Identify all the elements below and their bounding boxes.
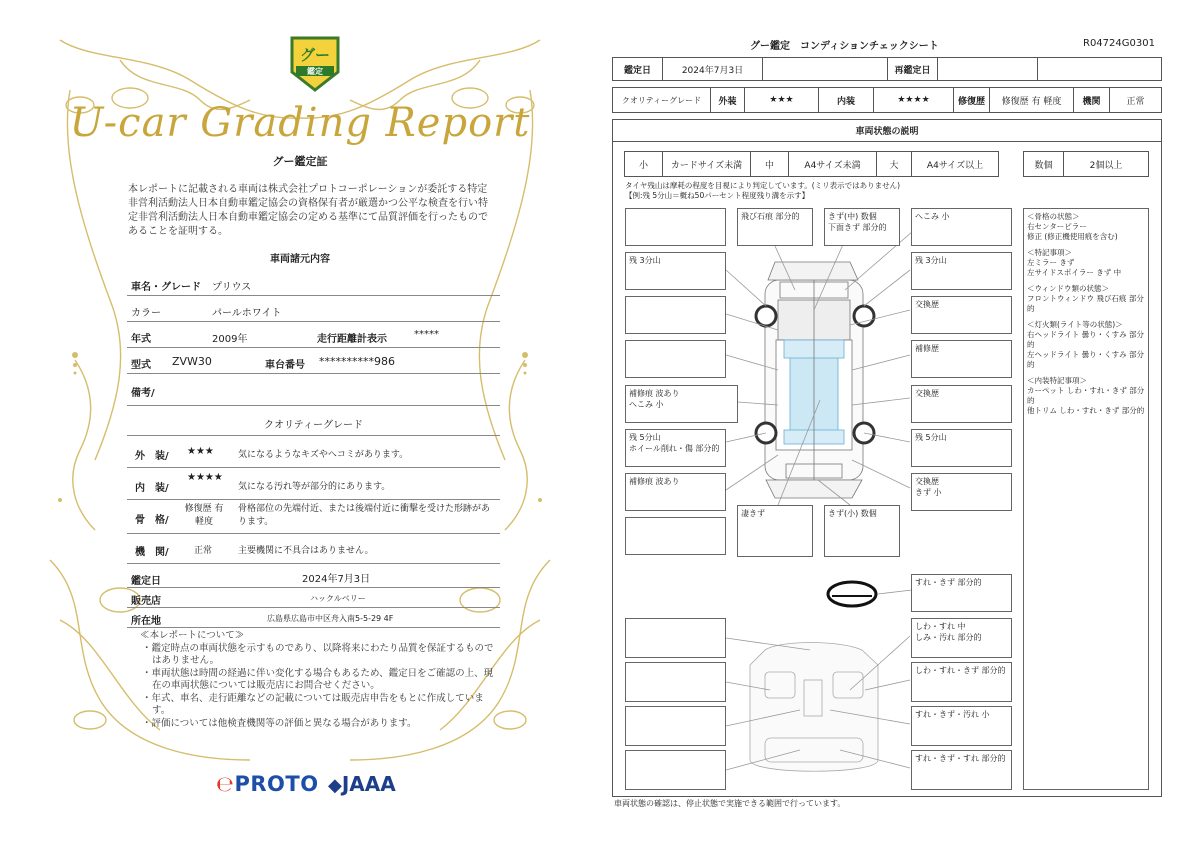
engine-value: 正常 (194, 546, 213, 556)
exterior-stars: ★★★ (187, 446, 214, 457)
label-box-i2: しわ・すれ 中 しみ・汚れ 部分的 (911, 618, 1012, 658)
address-label: 所在地 (131, 616, 161, 627)
label-box-l4 (625, 340, 726, 378)
date-value: 2024年7月3日 (302, 574, 371, 585)
int-value: ★★★★ (874, 88, 954, 112)
label-box-r6: 残 5分山 (911, 429, 1012, 467)
report-script-title: U-car Grading Report (69, 100, 531, 146)
dealer-label: 販売店 (131, 596, 161, 607)
label-box-il4 (625, 750, 726, 790)
condition-check-sheet (600, 0, 1200, 848)
side-notes-panel (1023, 208, 1149, 790)
certificate-body: 本レポートに記載される車両は株式会社プロトコーポレーションが委託する特定非営利活動法人日本自動車鑑定協会の資格保有者が厳選かつ公平な検査を行い特定非営利活動法人日本自動車鑑定協会の定める基準にて品質評価を行ったものであることを証明する。 (128, 184, 488, 237)
section-title: 車両状態の説明 (613, 120, 1161, 142)
label-box-i3: しわ・すれ・きず 部分的 (911, 662, 1012, 702)
report-id: R04724G0301 (1083, 38, 1155, 49)
year-row (127, 324, 500, 348)
size-small-label: 小 (625, 152, 663, 176)
year-value: 2009年 (212, 334, 248, 345)
certificate-title: グー鑑定証 (272, 155, 328, 168)
interior-stars: ★★★★ (187, 472, 223, 483)
chassis-label: 車台番号 (265, 360, 305, 371)
engine-label: 機 関/ (135, 547, 169, 558)
side-note-line: ＜灯火類(ライト等の状態)＞ (1027, 320, 1123, 329)
color-value: パールホワイト (212, 308, 282, 319)
ext-label: 外装 (711, 88, 745, 112)
grade-title-row (127, 408, 500, 436)
label-box-top2: 飛び石痕 部分的 (737, 208, 813, 246)
repair-value: 修復歴 有 軽度 (990, 88, 1074, 112)
engine-value: 正常 (1126, 96, 1145, 107)
side-note-line: 左ミラー きず (1027, 258, 1075, 267)
spec-section-title: 車両諸元内容 (270, 254, 330, 265)
tire-note: タイヤ残山は摩耗の程度を目視により判定しています。(ミリ表示ではありません) (625, 181, 901, 190)
side-note-line: 左サイドスポイラー きず 中 (1027, 268, 1122, 277)
size-mid-label: 中 (751, 152, 789, 176)
interior-label: 内 装/ (135, 483, 169, 494)
frame-label: 骨 格/ (135, 515, 169, 526)
side-note-line: ＜骨格の状態＞ (1027, 212, 1080, 221)
report-notes (140, 630, 496, 730)
label-box-l1 (625, 208, 726, 246)
side-note-line: フロントウィンドウ 飛び石痕 部分的 (1027, 294, 1144, 313)
jaaa-logo: ◆JAAA (328, 772, 396, 796)
exterior-row (127, 438, 500, 468)
model-label: 型式 (131, 360, 151, 371)
label-box-top3: きず(中) 数個 下面きず 部分的 (824, 208, 900, 246)
chassis-value: **********986 (319, 355, 395, 368)
sheet-title: グー鑑定 コンディションチェックシート (750, 41, 939, 52)
label-box-r5: 交換歴 (911, 385, 1012, 423)
size-large-desc: A4サイズ以上 (926, 160, 984, 171)
engine-desc: 主要機関に不具合はありません。 (238, 546, 374, 556)
size-large-label: 大 (877, 152, 912, 176)
label-box-b3: きず(小) 数個 (824, 505, 900, 557)
dealer-row (127, 588, 500, 608)
side-note-line: 他トリム しわ・すれ・きず 部分的 (1027, 406, 1145, 415)
frame-desc: 骨格部位の先端付近、または後端付近に衝撃を受けた形跡があります。 (238, 504, 491, 527)
label-box-i1: すれ・きず 部分的 (911, 574, 1012, 612)
model-value: ZVW30 (172, 355, 212, 368)
side-note-line: カーペット しわ・すれ・きず 部分的 (1027, 386, 1145, 405)
label-box-il1 (625, 618, 726, 658)
date-row (127, 566, 500, 588)
label-box-il3 (625, 706, 726, 746)
goo-appraisal-badge (286, 32, 344, 94)
label-box-r2: 残 3分山 (911, 252, 1012, 290)
label-box-i4: すれ・きず・汚れ 小 (911, 706, 1012, 746)
color-label: カラー (131, 308, 161, 319)
side-note-line: ＜特記事項＞ (1027, 248, 1072, 257)
repair-label: 修復歴 (954, 88, 990, 112)
size-small-desc: カードサイズ未満 (663, 152, 751, 176)
engine-row (127, 536, 500, 564)
interior-desc: 気になる汚れ等が部分的にあります。 (238, 482, 391, 492)
label-box-l8 (625, 517, 726, 555)
svg-text:グー: グー (299, 46, 331, 64)
note-item: ・車両状態は時間の経過に伴い変化する場合もあるため、鑑定日をご確認の上、現在の車両状態については販売店にお問合せください。 (142, 667, 494, 691)
name-row (127, 272, 500, 296)
side-note-line: 左ヘッドライト 曇り・くすみ 部分的 (1027, 350, 1145, 369)
quality-label: クオリティーグレード (613, 88, 711, 112)
ext-value: ★★★ (745, 88, 819, 112)
side-note-line: ＜ウィンドウ類の状態＞ (1027, 284, 1110, 293)
address-value: 広島県広島市中区舟入南5-5-29 4F (267, 614, 394, 623)
dealer-value: ハックルベリー (310, 594, 366, 603)
side-note-line: ＜内装特記事項＞ (1027, 376, 1087, 385)
label-box-b2: 凄きず (737, 505, 813, 557)
name-label: 車名・グレード (131, 282, 201, 293)
size-mid-desc: A4サイズ未満 (789, 152, 877, 176)
label-box-top4: へこみ 小 (911, 208, 1012, 246)
date-label: 鑑定日 (613, 58, 663, 80)
label-box-l7: 補修痕 波あり (625, 473, 726, 511)
note-item: ・鑑定時点の車両状態を示すものであり、以降将来にわたり品質を保証するものではありません。 (142, 642, 494, 666)
side-note-line: 修正 (修正機使用痕を含む) (1027, 232, 1118, 241)
mileage-value: ***** (414, 329, 439, 340)
label-box-r7: 交換歴 きず 小 (911, 473, 1012, 511)
note-item: ・評価については他検査機関等の評価と異なる場合があります。 (142, 717, 417, 729)
side-note-line: 右センターピラー (1027, 222, 1087, 231)
svg-text:鑑定: 鑑定 (307, 67, 323, 76)
interior-row (127, 470, 500, 500)
label-box-i5: すれ・きず・すれ 部分的 (911, 750, 1012, 790)
count-label: 数個 (1024, 152, 1064, 176)
mileage-label: 走行距離計表示 (317, 334, 387, 345)
label-box-r4: 補修歴 (911, 340, 1012, 378)
label-box-l3 (625, 296, 726, 334)
remarks-label: 備考/ (131, 388, 155, 399)
exterior-desc: 気になるようなキズやヘコミがあります。 (238, 450, 409, 460)
frame-value: 修復歴 有 軽度 (184, 504, 224, 527)
date-label: 鑑定日 (131, 576, 161, 587)
date-value: 2024年7月3日 (663, 58, 763, 80)
footer-note: 車両状態の確認は、停止状態で実施できる範囲で行っています。 (614, 799, 846, 808)
remarks-row (127, 376, 500, 406)
label-box-l6: 残 5分山 ホイール削れ・傷 部分的 (625, 429, 726, 467)
label-box-r3: 交換歴 (911, 296, 1012, 334)
label-box-l2: 残 3分山 (625, 252, 726, 290)
notes-title: ≪本レポートについて≫ (140, 630, 245, 641)
proto-logo: ℮PROTO (216, 772, 319, 796)
grade-title: クオリティーグレード (264, 420, 363, 431)
frame-row (127, 502, 500, 534)
year-label: 年式 (131, 334, 151, 345)
note-item: ・年式、車名、走行距離などの記載については販売店申告をもとに作成しています。 (142, 692, 484, 716)
engine-label: 機関 (1074, 88, 1110, 112)
side-note-line: 右ヘッドライト 曇り・くすみ 部分的 (1027, 330, 1145, 349)
tire-example: 【例:残 5分山＝概ね50パーセント程度残り溝を示す】 (625, 191, 810, 200)
int-label: 内装 (819, 88, 874, 112)
address-row (127, 608, 500, 628)
reinspect-label: 再鑑定日 (888, 58, 938, 80)
name-value: プリウス (212, 282, 252, 293)
count-desc: 2個以上 (1089, 160, 1123, 171)
model-row (127, 350, 500, 374)
label-box-il2 (625, 662, 726, 702)
exterior-label: 外 装/ (135, 451, 169, 462)
label-box-l5: 補修痕 波あり へこみ 小 (625, 385, 738, 423)
color-row (127, 298, 500, 322)
